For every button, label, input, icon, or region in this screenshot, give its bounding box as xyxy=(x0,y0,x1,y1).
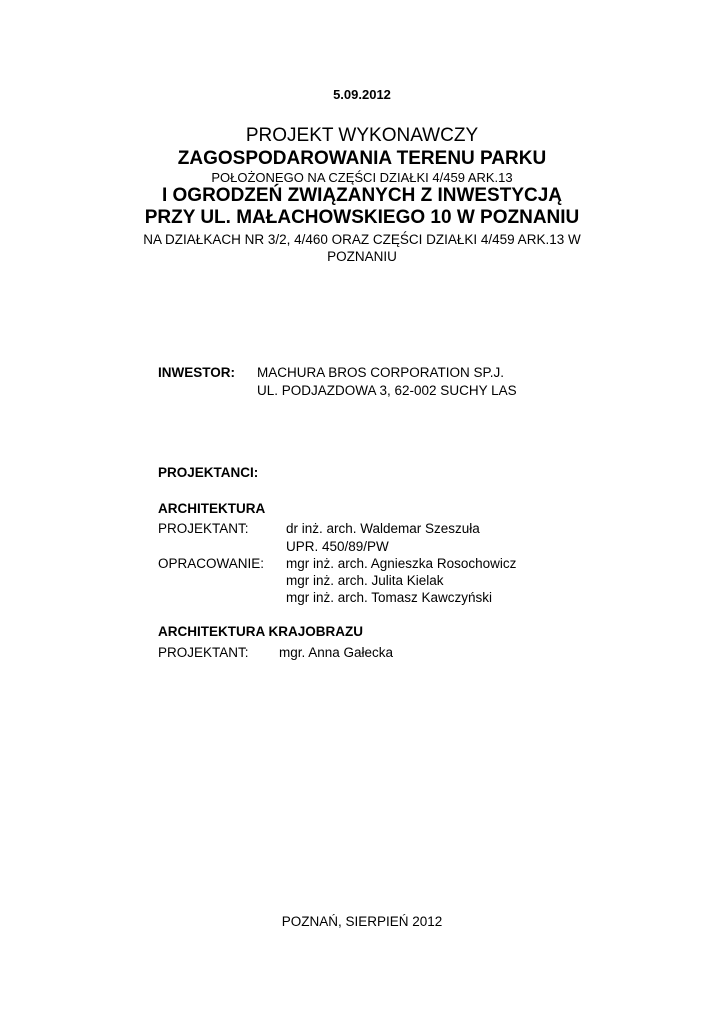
investor-name: MACHURA BROS CORPORATION SP.J. xyxy=(257,365,505,380)
title-line-6 xyxy=(0,231,724,265)
landscape-designer-label: PROJEKTANT: xyxy=(158,645,249,660)
title-line-6a: NA DZIAŁKACH NR 3/2, 4/460 ORAZ CZĘŚCI DZIAŁKI 4/459 ARK.13 W xyxy=(143,232,581,247)
title-line-4: I OGRODZEŃ ZWIĄZANYCH Z INWESTYCJĄ xyxy=(161,185,563,206)
elaboration-label: OPRACOWANIE: xyxy=(158,556,265,571)
architecture-designer-license: UPR. 450/89/PW xyxy=(286,539,389,554)
investor-label: INWESTOR: xyxy=(158,365,235,380)
architecture-heading: ARCHITEKTURA xyxy=(158,501,266,516)
title-line-6b: POZNANIU xyxy=(327,249,397,264)
title-line-5: PRZY UL. MAŁACHOWSKIEGO 10 W POZNANIU xyxy=(144,207,580,228)
elaboration-person: mgr inż. arch. Agnieszka Rosochowicz xyxy=(286,556,517,571)
landscape-heading: ARCHITEKTURA KRAJOBRAZU xyxy=(158,624,363,639)
architecture-designer-name: dr inż. arch. Waldemar Szeszuła xyxy=(286,521,480,536)
architecture-designer-label: PROJEKTANT: xyxy=(158,521,249,536)
title-line-1: PROJEKT WYKONAWCZY xyxy=(245,125,479,146)
title-line-3: POŁOŻONEGO NA CZĘŚCI DZIAŁKI 4/459 ARK.13 xyxy=(211,170,513,185)
designers-heading: PROJEKTANCI: xyxy=(158,465,259,480)
elaboration-person: mgr inż. arch. Julita Kielak xyxy=(286,573,444,588)
landscape-designer-name: mgr. Anna Gałecka xyxy=(279,645,394,660)
place-and-date: POZNAŃ, SIERPIEŃ 2012 xyxy=(281,914,443,929)
document-date: 5.09.2012 xyxy=(333,87,391,102)
elaboration-person: mgr inż. arch. Tomasz Kawczyński xyxy=(286,590,493,605)
investor-address: UL. PODJAZDOWA 3, 62-002 SUCHY LAS xyxy=(257,383,517,398)
title-line-2: ZAGOSPODAROWANIA TERENU PARKU xyxy=(177,148,547,169)
